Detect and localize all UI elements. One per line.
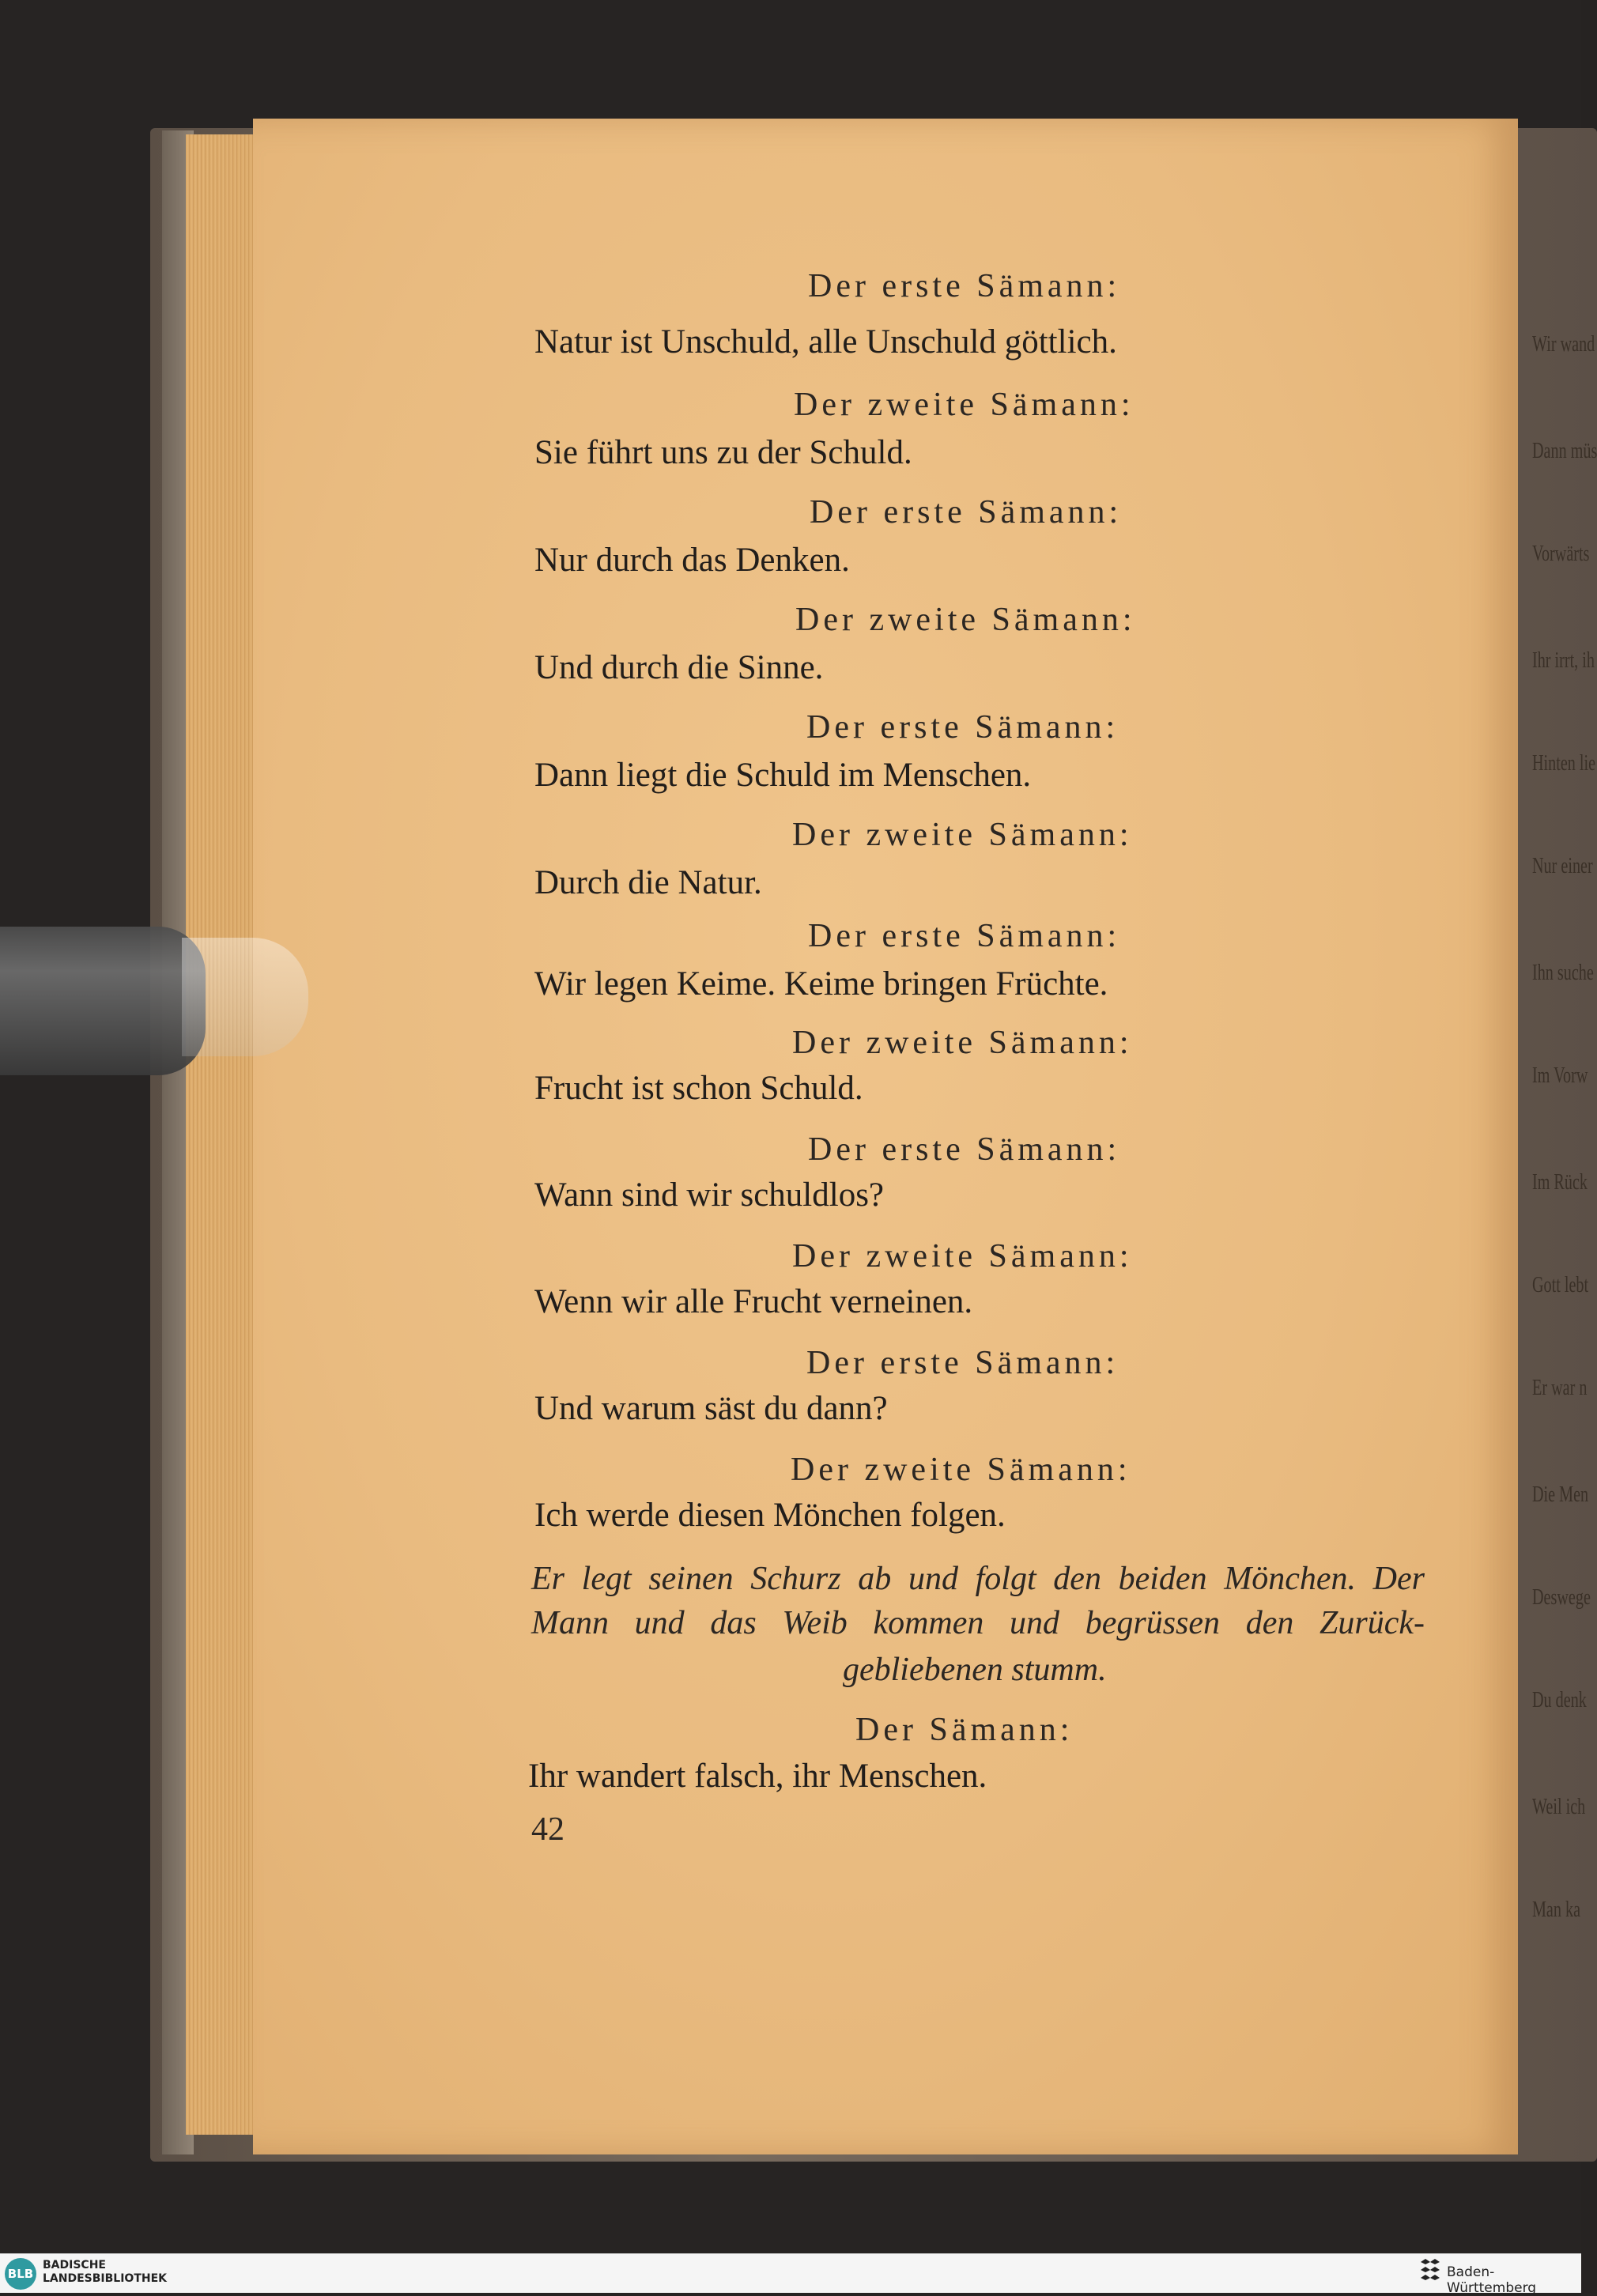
speaker-label: Der zweite Sämann: [794,387,1135,423]
dialogue-line: Frucht ist schon Schuld. [534,1070,863,1107]
right-page-fragment: Hinten lie [1532,751,1596,776]
speaker-label: Der erste Sämann: [808,268,1121,304]
footer-bar [0,2253,1581,2293]
page-number: 42 [531,1811,564,1848]
right-page-fragment: Ihr irrt, ih [1532,648,1595,673]
stage-direction-line: Er legt seinen Schurz ab und folgt den beiden Mönchen. Der [531,1561,1425,1597]
speaker-label: Der Sämann: [855,1712,1074,1748]
speaker-label: Der erste Sämann: [808,918,1121,954]
blb-name-line2: LANDESBIBLIOTHEK [43,2272,168,2285]
baden-wuerttemberg-label[interactable]: Baden-Württemberg [1447,2264,1537,2296]
blb-logo-icon[interactable]: BLB [5,2258,36,2290]
right-page-fragment: Vorwärts [1532,542,1590,566]
dialogue-line: Sie führt uns zu der Schuld. [534,434,912,471]
speaker-label: Der erste Sämann: [806,1345,1119,1381]
dialogue-line: Wenn wir alle Frucht verneinen. [534,1283,973,1320]
right-page-fragment: Wir wand [1532,332,1595,357]
speaker-label: Der erste Sämann: [808,1131,1121,1168]
right-page-fragment: Du denk [1532,1688,1587,1713]
dialogue-line: Durch die Natur. [534,864,762,901]
speaker-label: Der zweite Sämann: [795,602,1136,638]
dialogue-line: Ihr wandert falsch, ihr Menschen. [528,1758,987,1795]
speaker-label: Der zweite Sämann: [791,1452,1131,1488]
dialogue-line: Wann sind wir schuldlos? [534,1176,885,1214]
right-page-fragment: Weil ich [1532,1795,1586,1819]
speaker-label: Der zweite Sämann: [792,817,1133,853]
dialogue-line: Ich werde diesen Mönchen folgen. [534,1497,1006,1534]
right-page-fragment: Im Vorw [1532,1063,1588,1088]
stage-direction-line: Mann und das Weib kommen und begrüssen den Zurück- [531,1605,1425,1641]
dialogue-line: Wir legen Keime. Keime bringen Früchte. [534,965,1108,1003]
blb-name[interactable] [43,2259,167,2286]
dialogue-line: Und warum säst du dann? [534,1390,888,1427]
right-page-fragment: Nur einer [1532,854,1593,878]
baden-wuerttemberg-lions-icon [1418,2256,1441,2287]
speaker-label: Der erste Sämann: [806,709,1119,746]
speaker-label: Der zweite Sämann: [792,1238,1133,1275]
right-page-fragment: Dann müs [1532,439,1597,463]
stage-direction-line: gebliebenen stumm. [843,1652,1107,1688]
dialogue-line: Dann liegt die Schuld im Menschen. [534,757,1032,794]
speaker-label: Der erste Sämann: [810,494,1123,531]
right-page-fragment: Er war n [1532,1376,1588,1400]
right-page-fragment: Im Rück [1532,1170,1588,1195]
speaker-label: Der zweite Sämann: [792,1025,1133,1061]
right-page-fragment: Man ka [1532,1898,1581,1922]
dialogue-line: Nur durch das Denken. [534,542,850,579]
right-page-fragment: Ihn suche [1532,961,1594,985]
right-page-fragment: Deswege [1532,1585,1591,1610]
dialogue-line: Natur ist Unschuld, alle Unschuld göttlich. [534,323,1117,361]
dialogue-line: Und durch die Sinne. [534,649,824,686]
right-page-fragment: Gott lebt [1532,1273,1589,1297]
blb-name-line1: BADISCHE [43,2259,106,2271]
right-page-fragment: Die Men [1532,1482,1589,1507]
